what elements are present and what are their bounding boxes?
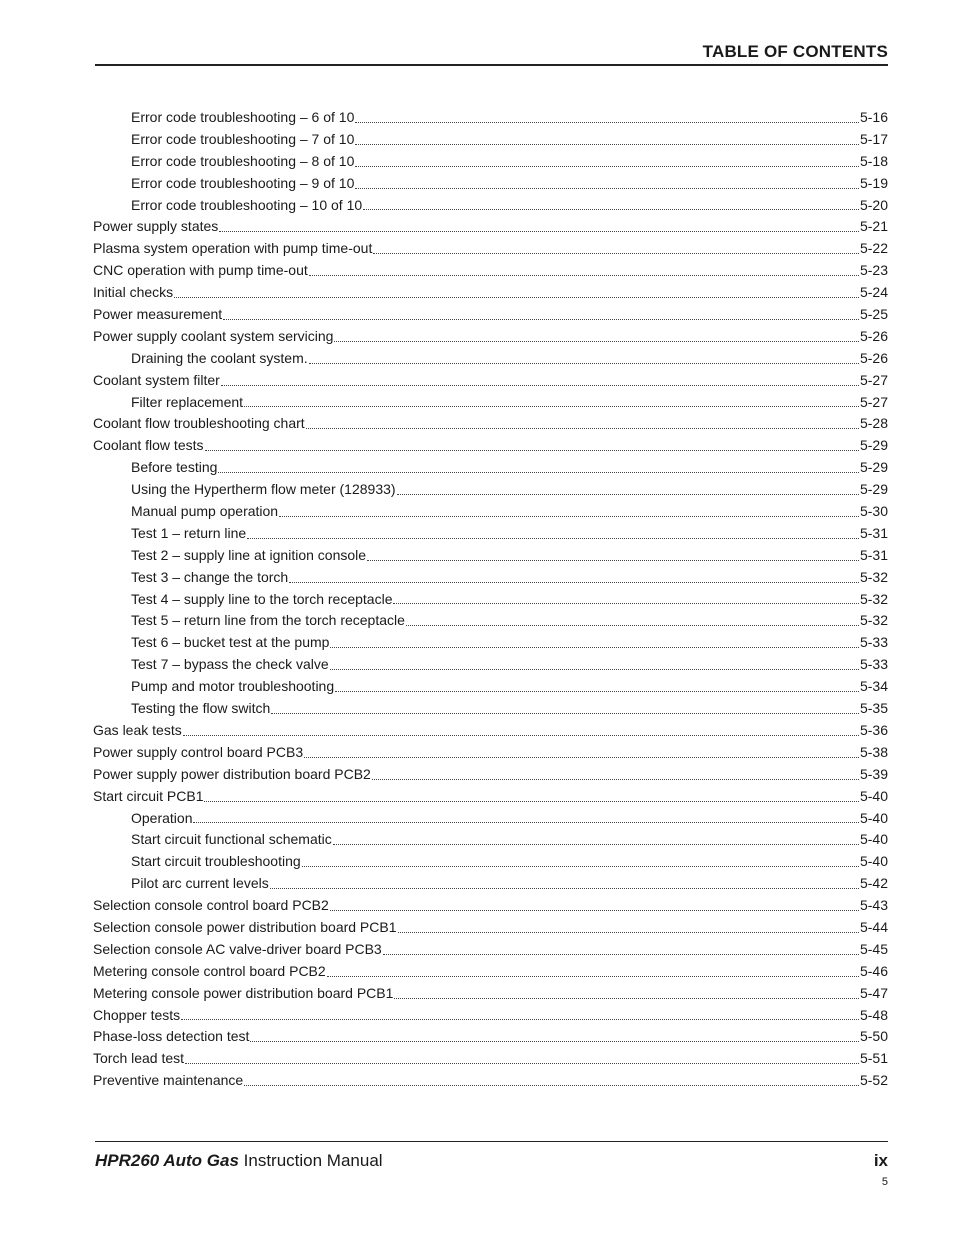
toc-entry[interactable] <box>93 260 888 282</box>
toc-entry-title: Initial checks <box>93 284 174 301</box>
toc-entry[interactable] <box>93 545 888 567</box>
toc-entry-title: Metering console power distribution board PCB1 <box>93 984 394 1001</box>
dot-leader <box>247 537 859 539</box>
dot-leader <box>327 975 859 977</box>
toc-entry-page: 5-33 <box>859 656 888 673</box>
toc-entry-page: 5-51 <box>859 1050 888 1067</box>
toc-entry-page: 5-32 <box>859 590 888 607</box>
dot-leader <box>270 887 859 889</box>
dot-leader <box>330 668 859 670</box>
toc-entry-title: Coolant flow troubleshooting chart <box>93 415 305 432</box>
toc-entry-page: 5-24 <box>859 284 888 301</box>
toc-entry-page: 5-25 <box>859 306 888 323</box>
toc-entry-title: Error code troubleshooting – 8 of 10 <box>131 152 355 169</box>
dot-leader <box>397 493 859 495</box>
dot-leader <box>383 953 859 955</box>
dot-leader <box>183 734 859 736</box>
dot-leader <box>219 230 859 232</box>
dot-leader <box>355 165 859 167</box>
toc-entry-title: Filter replacement <box>131 393 244 410</box>
table-of-contents <box>93 107 888 1092</box>
page-number: ix <box>873 1151 888 1170</box>
toc-entry-page: 5-22 <box>859 240 888 257</box>
toc-entry-page: 5-27 <box>859 393 888 410</box>
toc-entry[interactable] <box>93 983 888 1005</box>
toc-entry[interactable] <box>93 129 888 151</box>
dot-leader <box>335 690 859 692</box>
toc-entry-page: 5-35 <box>859 700 888 717</box>
dot-leader <box>244 1084 859 1086</box>
dot-leader <box>355 143 859 145</box>
dot-leader <box>205 449 859 451</box>
toc-entry-title: Testing the flow switch <box>131 700 271 717</box>
toc-entry-title: Test 5 – return line from the torch receptacle <box>131 612 405 629</box>
page-footer <box>95 1141 888 1170</box>
toc-entry[interactable] <box>93 348 888 370</box>
dot-leader <box>309 362 859 364</box>
manual-label: Instruction Manual <box>238 1151 383 1170</box>
dot-leader <box>406 624 859 626</box>
toc-entry-title: Draining the coolant system. <box>131 349 308 366</box>
toc-entry-title: Using the Hypertherm flow meter (128933) <box>131 481 396 498</box>
toc-entry-title: Chopper tests <box>93 1006 181 1023</box>
toc-entry-title: Error code troubleshooting – 9 of 10 <box>131 174 355 191</box>
dot-leader <box>302 865 859 867</box>
page-header <box>95 42 888 66</box>
toc-entry[interactable] <box>93 589 888 611</box>
toc-entry[interactable] <box>93 939 888 961</box>
toc-entry[interactable] <box>93 720 888 742</box>
toc-entry-page: 5-34 <box>859 678 888 695</box>
toc-entry-title: Coolant flow tests <box>93 437 204 454</box>
dot-leader <box>218 471 859 473</box>
dot-leader <box>279 515 859 517</box>
dot-leader <box>244 405 859 407</box>
toc-entry-title: Coolant system filter <box>93 371 220 388</box>
dot-leader <box>330 646 859 648</box>
toc-entry[interactable] <box>93 654 888 676</box>
toc-entry-title: Power supply power distribution board PCB2 <box>93 765 371 782</box>
toc-entry-title: Selection console power distribution board PCB1 <box>93 918 397 935</box>
toc-entry-title: Pump and motor troubleshooting <box>131 678 335 695</box>
toc-entry-title: Selection console control board PCB2 <box>93 897 329 914</box>
toc-entry[interactable] <box>93 567 888 589</box>
toc-entry-page: 5-31 <box>859 524 888 541</box>
toc-entry-title: Test 1 – return line <box>131 524 247 541</box>
toc-entry[interactable] <box>93 632 888 654</box>
dot-leader <box>398 931 859 933</box>
dot-leader <box>373 252 859 254</box>
dot-leader <box>174 296 859 298</box>
dot-leader <box>309 274 859 276</box>
toc-entry-page: 5-31 <box>859 546 888 563</box>
toc-entry-page: 5-17 <box>859 130 888 147</box>
toc-entry[interactable] <box>93 873 888 895</box>
toc-entry[interactable] <box>93 1005 888 1027</box>
toc-entry[interactable] <box>93 676 888 698</box>
toc-entry-page: 5-32 <box>859 568 888 585</box>
toc-entry[interactable] <box>93 457 888 479</box>
toc-entry[interactable] <box>93 1048 888 1070</box>
toc-entry[interactable] <box>93 610 888 632</box>
dot-leader <box>363 208 859 210</box>
toc-entry-title: Test 4 – supply line to the torch receptacle <box>131 590 393 607</box>
dot-leader <box>250 1040 859 1042</box>
toc-entry-title: Pilot arc current levels <box>131 875 269 892</box>
toc-entry-page: 5-27 <box>859 371 888 388</box>
toc-entry-page: 5-42 <box>859 875 888 892</box>
toc-entry[interactable] <box>93 1070 888 1092</box>
page-title: TABLE OF CONTENTS <box>702 42 888 61</box>
toc-entry-page: 5-29 <box>859 437 888 454</box>
toc-entry-page: 5-33 <box>859 634 888 651</box>
toc-entry-page: 5-38 <box>859 743 888 760</box>
dot-leader <box>334 340 859 342</box>
toc-entry-title: Manual pump operation <box>131 503 279 520</box>
toc-entry-page: 5-29 <box>859 459 888 476</box>
toc-entry-page: 5-32 <box>859 612 888 629</box>
toc-entry[interactable] <box>93 698 888 720</box>
toc-entry-page: 5-40 <box>859 787 888 804</box>
dot-leader <box>271 712 859 714</box>
toc-entry[interactable] <box>93 961 888 983</box>
toc-entry[interactable] <box>93 829 888 851</box>
toc-entry-page: 5-40 <box>859 831 888 848</box>
toc-entry[interactable] <box>93 523 888 545</box>
toc-entry-page: 5-26 <box>859 327 888 344</box>
product-name: HPR260 Auto Gas <box>95 1151 239 1170</box>
dot-leader <box>289 581 859 583</box>
toc-entry-title: Preventive maintenance <box>93 1072 244 1089</box>
toc-entry-page: 5-18 <box>859 152 888 169</box>
toc-entry[interactable] <box>93 151 888 173</box>
toc-entry[interactable] <box>93 1026 888 1048</box>
toc-entry-title: Plasma system operation with pump time-out <box>93 240 373 257</box>
dot-leader <box>333 843 859 845</box>
toc-entry-page: 5-29 <box>859 481 888 498</box>
toc-entry[interactable] <box>93 392 888 414</box>
toc-entry-page: 5-36 <box>859 721 888 738</box>
dot-leader <box>304 756 859 758</box>
toc-entry[interactable] <box>93 173 888 195</box>
toc-entry-page: 5-30 <box>859 503 888 520</box>
toc-entry-page: 5-48 <box>859 1006 888 1023</box>
toc-entry[interactable] <box>93 238 888 260</box>
toc-entry-title: Start circuit PCB1 <box>93 787 204 804</box>
dot-leader <box>393 602 858 604</box>
toc-entry-page: 5-52 <box>859 1072 888 1089</box>
toc-entry-title: Metering console control board PCB2 <box>93 962 326 979</box>
toc-entry-page: 5-19 <box>859 174 888 191</box>
toc-entry-page: 5-46 <box>859 962 888 979</box>
toc-entry-title: Start circuit troubleshooting <box>131 853 301 870</box>
toc-entry-page: 5-40 <box>859 853 888 870</box>
toc-entry-title: Test 2 – supply line at ignition console <box>131 546 367 563</box>
manual-title <box>95 1151 383 1171</box>
toc-entry-page: 5-50 <box>859 1028 888 1045</box>
dot-leader <box>223 318 859 320</box>
toc-entry-title: Error code troubleshooting – 7 of 10 <box>131 130 355 147</box>
dot-leader <box>367 559 859 561</box>
toc-entry[interactable] <box>93 326 888 348</box>
toc-entry-page: 5-45 <box>859 940 888 957</box>
toc-entry-title: Power supply states <box>93 218 219 235</box>
toc-entry-title: Selection console AC valve-driver board PCB3 <box>93 940 382 957</box>
toc-entry-page: 5-39 <box>859 765 888 782</box>
dot-leader <box>181 1018 859 1020</box>
toc-entry-title: Error code troubleshooting – 10 of 10 <box>131 196 363 213</box>
toc-entry-page: 5-23 <box>859 262 888 279</box>
toc-entry-title: Gas leak tests <box>93 721 182 738</box>
toc-entry-page: 5-43 <box>859 897 888 914</box>
toc-entry-title: CNC operation with pump time-out <box>93 262 308 279</box>
toc-entry-title: Test 3 – change the torch <box>131 568 289 585</box>
toc-entry[interactable] <box>93 304 888 326</box>
toc-entry[interactable] <box>93 435 888 457</box>
toc-entry-title: Test 7 – bypass the check valve <box>131 656 329 673</box>
dot-leader <box>204 800 858 802</box>
toc-entry[interactable] <box>93 216 888 238</box>
toc-entry-page: 5-26 <box>859 349 888 366</box>
dot-leader <box>306 427 859 429</box>
dot-leader <box>394 997 859 999</box>
toc-entry[interactable] <box>93 282 888 304</box>
toc-entry[interactable] <box>93 786 888 808</box>
sheet-number: 5 <box>881 1176 888 1188</box>
toc-entry-page: 5-40 <box>859 809 888 826</box>
toc-entry-page: 5-21 <box>859 218 888 235</box>
toc-entry[interactable] <box>93 107 888 129</box>
toc-entry[interactable] <box>93 370 888 392</box>
dot-leader <box>193 821 858 823</box>
dot-leader <box>185 1062 859 1064</box>
toc-entry-title: Error code troubleshooting – 6 of 10 <box>131 109 355 125</box>
toc-entry[interactable] <box>93 501 888 523</box>
toc-entry-title: Power supply control board PCB3 <box>93 743 304 760</box>
dot-leader <box>355 121 859 123</box>
dot-leader <box>372 778 859 780</box>
toc-entry[interactable] <box>93 742 888 764</box>
toc-entry-title: Start circuit functional schematic <box>131 831 332 848</box>
toc-entry[interactable] <box>93 917 888 939</box>
toc-entry-title: Test 6 – bucket test at the pump <box>131 634 330 651</box>
toc-entry-page: 5-28 <box>859 415 888 432</box>
toc-entry-title: Before testing <box>131 459 218 476</box>
toc-entry-page: 5-16 <box>859 109 888 125</box>
toc-entry[interactable] <box>93 479 888 501</box>
dot-leader <box>221 384 859 386</box>
toc-entry-page: 5-44 <box>859 918 888 935</box>
dot-leader <box>330 909 859 911</box>
toc-entry-page: 5-47 <box>859 984 888 1001</box>
toc-entry-page: 5-20 <box>859 196 888 213</box>
toc-entry[interactable] <box>93 195 888 217</box>
toc-entry-title: Torch lead test <box>93 1050 185 1067</box>
toc-entry-title: Power supply coolant system servicing <box>93 327 334 344</box>
toc-entry[interactable] <box>93 895 888 917</box>
toc-entry[interactable] <box>93 764 888 786</box>
dot-leader <box>355 187 859 189</box>
toc-entry[interactable] <box>93 851 888 873</box>
toc-entry[interactable] <box>93 413 888 435</box>
toc-entry-title: Phase-loss detection test <box>93 1028 250 1045</box>
toc-entry[interactable] <box>93 808 888 830</box>
toc-entry-title: Power measurement <box>93 306 223 323</box>
toc-entry-title: Operation <box>131 809 193 826</box>
